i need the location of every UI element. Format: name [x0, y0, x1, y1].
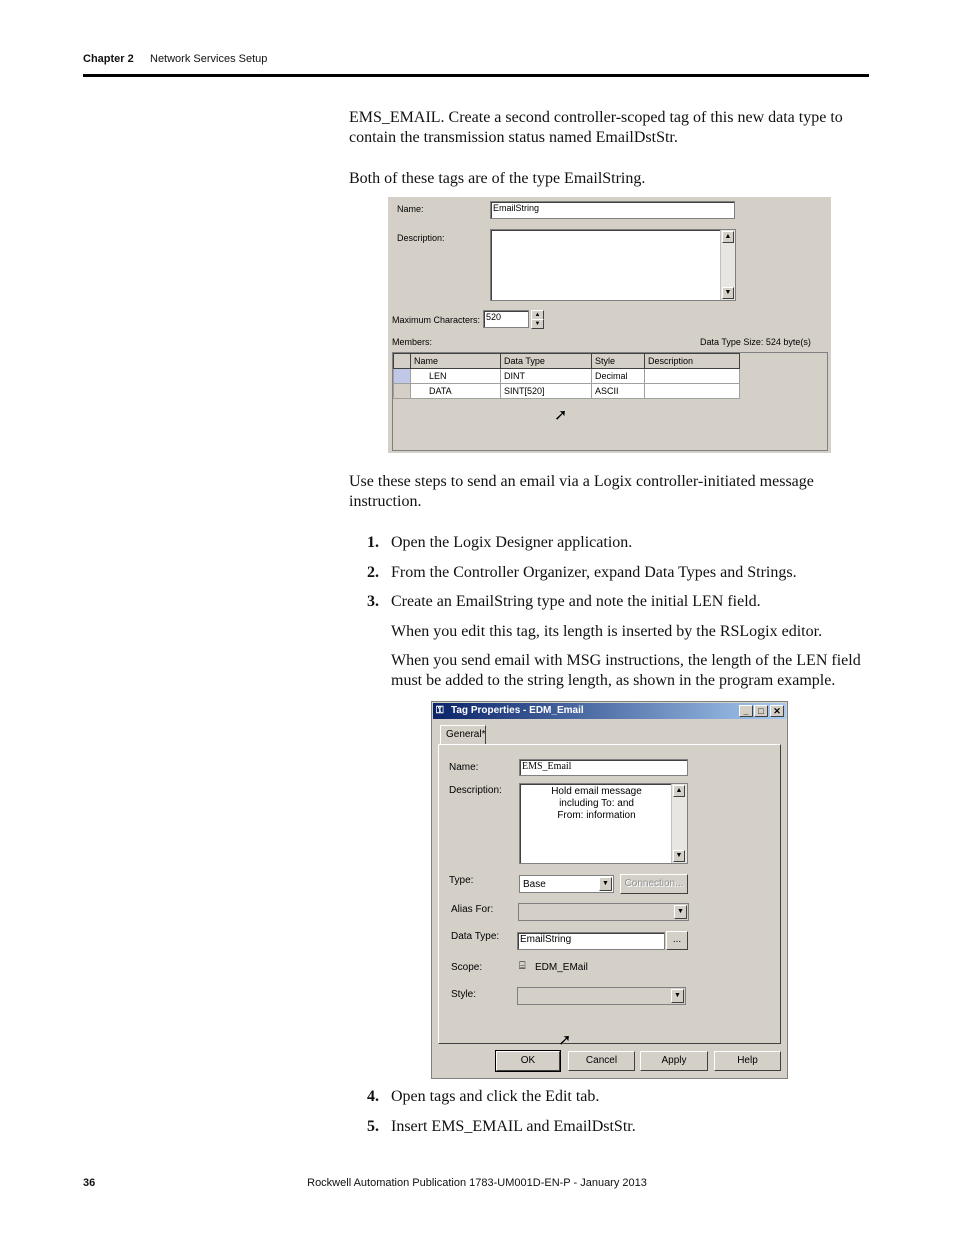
member-name-cell[interactable]: LEN: [411, 369, 501, 384]
name-field[interactable]: EMS_Email: [519, 759, 688, 776]
running-header: [83, 53, 268, 65]
intro-paragraph-1: EMS_EMAIL. Create a second controller-scoped tag of this new data type to contain the transmission status named EmailDstStr.: [349, 109, 843, 146]
table-row[interactable]: [394, 369, 740, 384]
general-panel: [438, 744, 781, 1044]
minimize-icon[interactable]: _: [739, 705, 753, 717]
name-label: Name:: [397, 204, 424, 214]
description-scrollbar[interactable]: [671, 784, 687, 863]
member-style-cell[interactable]: ASCII: [592, 384, 645, 399]
member-desc-cell[interactable]: [645, 369, 740, 384]
step-text: Open tags and click the Edit tab.: [391, 1088, 600, 1105]
spin-up-icon[interactable]: ▲: [531, 310, 544, 320]
description-label: Description:: [397, 233, 445, 243]
datatype-field[interactable]: EmailString: [517, 932, 665, 950]
member-name-cell[interactable]: DATA: [411, 384, 501, 399]
member-type-cell[interactable]: SINT[520]: [501, 384, 592, 399]
step-number: 3.: [367, 593, 379, 610]
type-dropdown[interactable]: [519, 875, 614, 893]
column-header[interactable]: Style: [592, 354, 645, 369]
spin-down-icon[interactable]: ▼: [531, 319, 544, 329]
column-header[interactable]: Data Type: [501, 354, 592, 369]
step-number: 1.: [367, 534, 379, 551]
steps-intro-paragraph: Use these steps to send an email via a Logix controller-initiated message instruction.: [349, 473, 814, 510]
step-text: Create an EmailString type and note the initial LEN field.: [391, 593, 761, 610]
step-text: Insert EMS_EMAIL and EmailDstStr.: [391, 1118, 636, 1135]
scroll-down-icon[interactable]: ▼: [722, 287, 734, 299]
scroll-up-icon[interactable]: ▲: [673, 785, 685, 797]
style-dropdown[interactable]: [517, 987, 686, 1005]
member-type-cell[interactable]: DINT: [501, 369, 592, 384]
description-line: Hold email message: [551, 786, 642, 797]
ok-button[interactable]: OK: [496, 1051, 560, 1071]
step-3-note-2: When you send email with MSG instructions, the length of the LEN field must be added to the string length, as shown in the program example.: [391, 652, 861, 689]
description-field[interactable]: [490, 229, 736, 301]
members-label: Members:: [392, 337, 433, 347]
connection-button[interactable]: Connection...: [620, 874, 688, 894]
column-header[interactable]: Name: [411, 354, 501, 369]
intro-paragraph-2: Both of these tags are of the type EmailString.: [349, 170, 646, 187]
step-text: Open the Logix Designer application.: [391, 534, 633, 551]
description-line: including To: and: [559, 798, 634, 809]
tag-properties-dialog: [431, 701, 788, 1079]
scope-value: EDM_EMail: [535, 962, 588, 973]
scroll-up-icon[interactable]: ▲: [722, 231, 734, 243]
column-header[interactable]: Description: [645, 354, 740, 369]
controller-icon: ⌸: [519, 960, 526, 972]
tag-properties-icon: ⚿: [436, 705, 444, 716]
members-grid: [393, 353, 740, 399]
scroll-down-icon[interactable]: ▼: [673, 850, 685, 862]
datatype-size-label: Data Type Size: 524 byte(s): [700, 337, 811, 347]
grid-corner: [394, 354, 411, 369]
table-row[interactable]: [394, 384, 740, 399]
description-text: [522, 786, 671, 822]
mouse-pointer-icon: ➚: [554, 407, 568, 424]
publication-footer: Rockwell Automation Publication 1783-UM001D-EN-P - January 2013: [307, 1177, 647, 1189]
data-type-editor-screenshot: [388, 197, 831, 453]
maxchars-field[interactable]: 520: [483, 310, 529, 328]
description-field[interactable]: [519, 783, 688, 864]
description-scrollbar[interactable]: [720, 230, 735, 300]
datatype-label: Data Type:: [451, 931, 500, 942]
name-label: Name:: [449, 762, 479, 773]
members-grid-area: [392, 352, 828, 451]
browse-button[interactable]: ...: [666, 931, 688, 950]
type-label: Type:: [449, 875, 474, 886]
name-field[interactable]: EmailString: [490, 201, 735, 219]
close-icon[interactable]: ✕: [770, 705, 784, 717]
header-rule: [83, 74, 869, 77]
mouse-pointer-icon: ➚: [558, 1032, 572, 1049]
type-value: Base: [523, 879, 546, 890]
alias-label: Alias For:: [451, 904, 494, 915]
maxchars-label: Maximum Characters:: [392, 315, 481, 325]
step-number: 2.: [367, 564, 379, 581]
chevron-down-icon[interactable]: ▼: [674, 905, 687, 919]
step-text: From the Controller Organizer, expand Data Types and Strings.: [391, 564, 797, 581]
row-selector[interactable]: [394, 384, 411, 399]
description-label: Description:: [449, 785, 502, 796]
tab-general[interactable]: General*: [440, 725, 486, 745]
style-label: Style:: [451, 989, 477, 1000]
maximize-icon[interactable]: □: [754, 705, 768, 717]
row-selector[interactable]: [394, 369, 411, 384]
help-button[interactable]: Help: [714, 1051, 781, 1071]
section-label: Network Services Setup: [150, 53, 268, 65]
grid-header-row: [394, 354, 740, 369]
step-number: 5.: [367, 1118, 379, 1135]
scope-label: Scope:: [451, 962, 483, 973]
step-3-note-1: When you edit this tag, its length is inserted by the RSLogix editor.: [391, 623, 823, 640]
member-desc-cell[interactable]: [645, 384, 740, 399]
apply-button[interactable]: Apply: [640, 1051, 708, 1071]
cancel-button[interactable]: Cancel: [568, 1051, 635, 1071]
dialog-title: Tag Properties - EDM_Email: [451, 705, 584, 716]
step-number: 4.: [367, 1088, 379, 1105]
alias-dropdown[interactable]: [518, 903, 689, 921]
member-style-cell[interactable]: Decimal: [592, 369, 645, 384]
chapter-label: Chapter 2: [83, 53, 134, 65]
page-number: 36: [83, 1177, 96, 1189]
description-line: From: information: [557, 810, 636, 821]
chevron-down-icon[interactable]: ▼: [599, 877, 612, 891]
chevron-down-icon[interactable]: ▼: [671, 989, 684, 1003]
dialog-titlebar[interactable]: [433, 703, 786, 719]
